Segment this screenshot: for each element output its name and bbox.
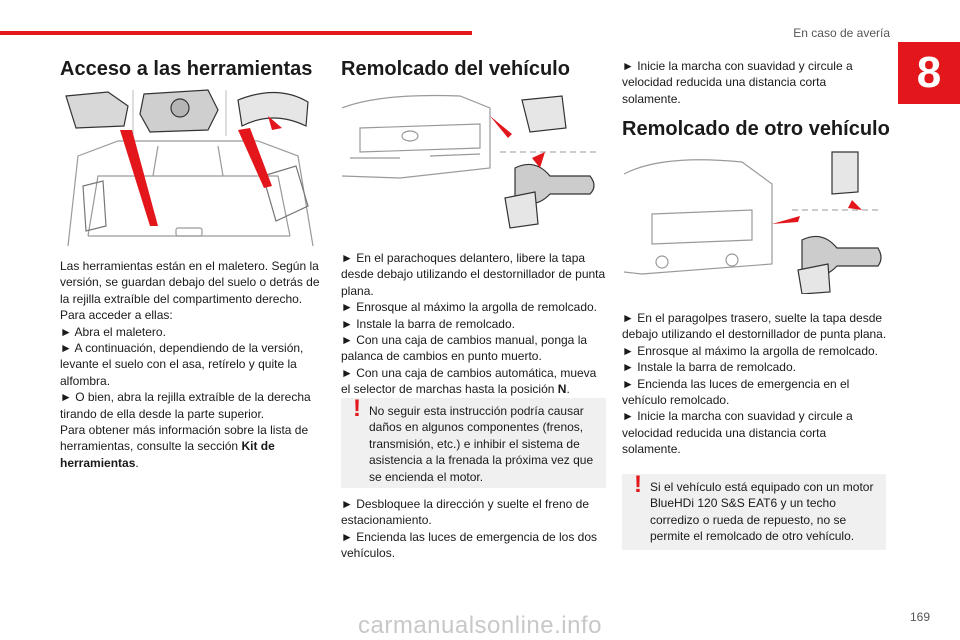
- trunk-outline: [68, 141, 313, 246]
- rear-tow-cover: [832, 152, 858, 194]
- red-pointer-1: [120, 130, 158, 226]
- red-pointer-4: [772, 216, 800, 224]
- xref-tool-kit: Kit de herramientas: [60, 439, 275, 470]
- warning-exclamation-icon-2: !: [634, 471, 642, 498]
- warning-box-bluehdi: ! Si el vehículo está equipado con un motor BlueHDi 120 S&S EAT6 y un techo corredizo o rueda de repuesto, no se permite el remolcado de otro vehículo.: [622, 474, 886, 550]
- warning-exclamation-icon: !: [353, 395, 361, 422]
- trunk-tools-illustration: [58, 86, 320, 254]
- front-towing-illustration: [340, 88, 600, 238]
- rear-towing-illustration: [622, 144, 884, 294]
- car-rear-outline: [624, 160, 772, 274]
- red-pointer-2: [238, 128, 272, 188]
- chapter-number-badge: 8: [898, 42, 960, 104]
- red-arrow-3: [848, 200, 862, 210]
- tools-body-text: Las herramientas están en el maletero. Según la versión, se guardan debajo del suelo o detrás de la rejilla extraíble del compartimento derecho. Para acceder a ellas: ► Abra el maletero. ► A continuación, dependiendo de la versión, levante el suelo con el asa, retírelo y quite la alfombra. ► O bien, abra la rejilla extraíble de la derecha tirando de ella desde la parte superior. Para obtener más información sobre la lista de herramientas, consulte la sección Kit de herramientas.: [60, 259, 320, 470]
- towing-other-vehicle-title: Remolcado de otro vehículo: [622, 118, 890, 140]
- rear-cover-removed: [798, 264, 830, 294]
- tools-access-title: Acceso a las herramientas: [60, 58, 313, 80]
- gear-position-n: N: [557, 382, 567, 397]
- towing-intro-text: ► Inicie la marcha con suavidad y circule a velocidad reducida una distancia corta solamente.: [622, 59, 853, 106]
- towing-vehicle-title: Remolcado del vehículo: [341, 58, 570, 80]
- header-red-bar: [0, 31, 472, 35]
- towing-steps-after: ► Desbloquee la dirección y suelte el freno de estacionamiento. ► Encienda las luces de emergencia de los dos vehículos.: [341, 497, 598, 561]
- car-front-outline: [342, 96, 490, 179]
- tool-case-1: [66, 92, 128, 128]
- tow-cover: [522, 96, 566, 132]
- tow-cover-removed: [505, 192, 538, 228]
- towing-other-steps: ► En el paragolpes trasero, suelte la tapa desde debajo utilizando el destornillador de punta plana. ► Enrosque al máximo la argolla de remolcado. ► Instale la barra de remolcado. ► Encienda las luces de emergencia en el vehículo remolcado. ► Inicie la marcha con suavidad y circule a velocidad reducida una distancia corta solamente.: [622, 311, 887, 457]
- page-number: 169: [909, 610, 930, 624]
- trunk-handle: [176, 228, 202, 236]
- towing-steps-text: ► En el parachoques delantero, libere la tapa desde debajo utilizando el destornillador de punta plana. ► Enrosque al máximo la argolla de remolcado. ► Instale la barra de remolcado. ► Con una caja de cambios manual, ponga la palanca de cambios en punto muerto. ► Con una caja de cambios automática, mueva el selector de marchas hasta la posición N.: [341, 251, 606, 397]
- section-title: En caso de avería: [793, 26, 890, 40]
- footer-watermark: carmanualsonline.info: [358, 612, 602, 639]
- warning-box-gearbox: ! No seguir esta instrucción podría causar daños en algunos componentes (frenos, transmisión, etc.) e inhibir el sistema de asistencia a la frenada la próxima vez que se encienda el motor.: [341, 398, 606, 488]
- red-pointer-3: [490, 116, 512, 138]
